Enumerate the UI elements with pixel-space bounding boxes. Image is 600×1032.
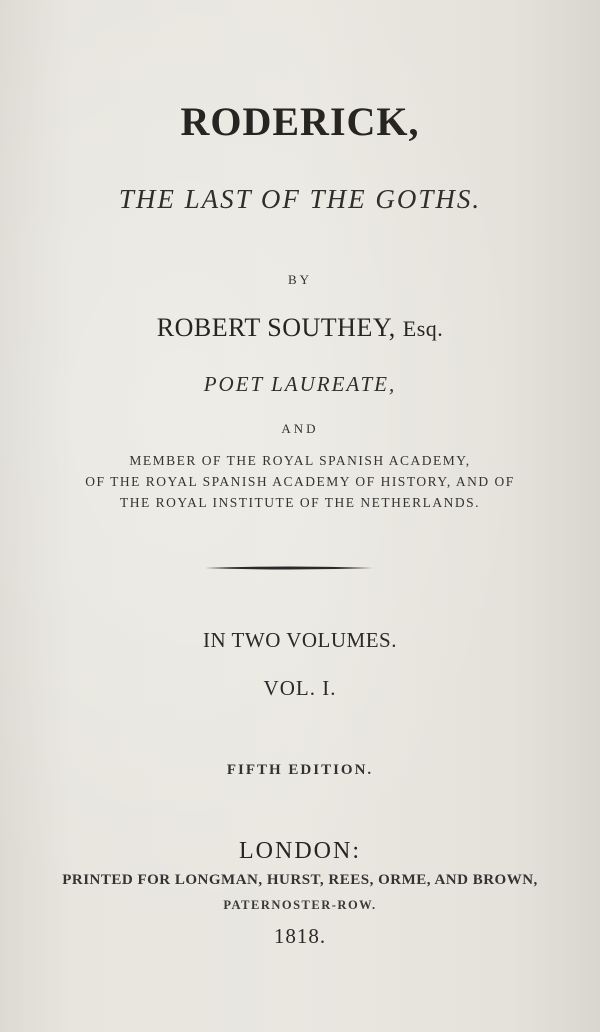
membership-line: THE ROYAL INSTITUTE OF THE NETHERLANDS. xyxy=(120,495,480,510)
ornamental-rule xyxy=(205,566,373,570)
imprint-city: LONDON: xyxy=(239,838,361,864)
volumes-note: IN TWO VOLUMES. xyxy=(203,628,397,652)
conjunction: AND xyxy=(281,421,319,436)
book-title: RODERICK, xyxy=(180,99,420,144)
author xyxy=(0,313,600,343)
book-subtitle: THE LAST OF THE GOTHS. xyxy=(118,184,482,214)
by-line: BY xyxy=(287,272,313,287)
membership-line: OF THE ROYAL SPANISH ACADEMY OF HISTORY, AND OF xyxy=(85,474,515,489)
volume-number: VOL. I. xyxy=(263,676,337,700)
author-name: ROBERT SOUTHEY, xyxy=(156,313,396,342)
edition: FIFTH EDITION. xyxy=(226,762,374,778)
imprint-printer: PRINTED FOR LONGMAN, HURST, REES, ORME, AND BROWN, xyxy=(62,872,538,888)
imprint-year: 1818. xyxy=(273,924,327,948)
author-title: POET LAUREATE, xyxy=(203,372,397,396)
membership-line: MEMBER OF THE ROYAL SPANISH ACADEMY, xyxy=(129,453,471,468)
author-suffix: Esq. xyxy=(402,316,444,341)
imprint-street: PATERNOSTER-ROW. xyxy=(223,898,377,912)
